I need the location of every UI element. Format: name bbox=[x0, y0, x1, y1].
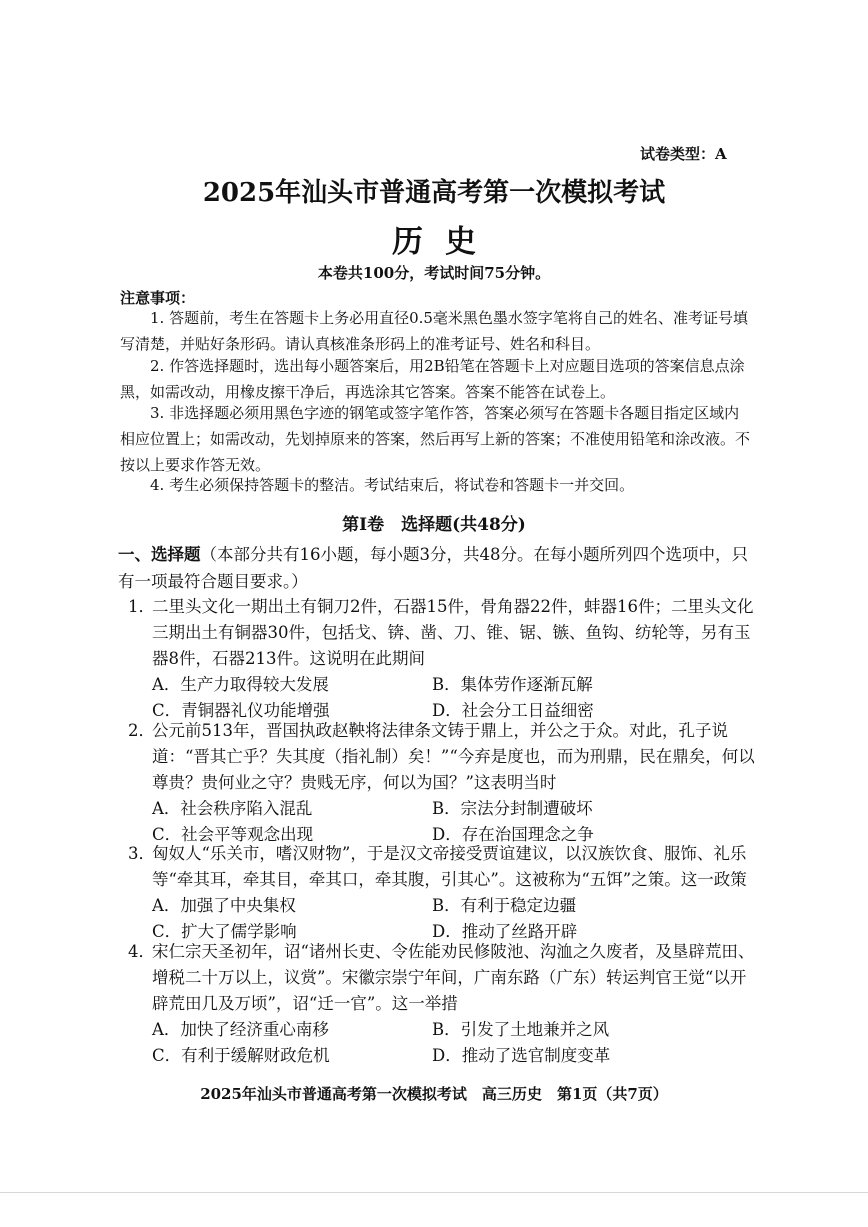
note-1: 1. 答题前，考生在答题卡上务必用直径0.5毫米黑色墨水签字笔将自己的姓名、准考证号填写清楚，并贴好条形码。请认真核准条形码上的准考证号、姓名和科目。 bbox=[120, 309, 748, 353]
page-footer: 2025年汕头市普通高考第一次模拟考试 高三历史 第1页（共7页） bbox=[200, 1085, 668, 1103]
option-b: B．宗法分封制遭破坏 bbox=[432, 799, 593, 818]
question-stem bbox=[128, 939, 758, 1017]
option-b: B．有利于稳定边疆 bbox=[432, 896, 577, 915]
question-text: 宋仁宗天圣初年，诏“诸州长吏、令佐能劝民修陂池、沟洫之久废者，及垦辟荒田、增税二十万以上，议赏”。宋徽宗崇宁年间，广南东路（广东）转运判官王觉“以开辟荒田几及万顷”，诏“迁一官”。这一举措 bbox=[152, 942, 755, 1013]
options bbox=[128, 672, 758, 724]
option-a: A．加强了中央集权 bbox=[152, 896, 296, 915]
subject-title: 历史 bbox=[392, 224, 498, 260]
notes-heading: 注意事项： bbox=[120, 289, 196, 307]
part-label: 一、选择题 bbox=[118, 545, 201, 564]
question-4 bbox=[128, 939, 758, 1069]
question-text: 公元前513年，晋国执政赵鞅将法律条文铸于鼎上，并公之于众。对此，孔子说道：“晋其亡乎？失其度（指礼制）矣！”“今弃是度也，而为刑鼎，民在鼎矣，何以尊贵？贵何业之守？贵贱无序，何以为国？”这表明当时 bbox=[152, 721, 755, 792]
note-2: 2. 作答选择题时，选出每小题答案后，用2B铅笔在答题卡上对应题目选项的答案信息点涂黑，如需改动，用橡皮擦干净后，再选涂其它答案。答案不能答在试卷上。 bbox=[120, 357, 745, 401]
options bbox=[128, 893, 758, 945]
question-stem bbox=[128, 718, 758, 796]
option-a: A．生产力取得较大发展 bbox=[152, 675, 329, 694]
question-number: 4． bbox=[128, 942, 155, 961]
bottom-divider bbox=[0, 1192, 868, 1193]
option-c: C．有利于缓解财政危机 bbox=[152, 1046, 330, 1065]
question-text: 匈奴人“乐关市，嗜汉财物”，于是汉文帝接受贾谊建议，以汉族饮食、服饰、礼乐等“牵其耳，牵其目，牵其口，牵其腹，引其心”。这被称为“五饵”之策。这一政策 bbox=[152, 844, 747, 889]
question-2 bbox=[128, 718, 758, 848]
option-b: B．集体劳作逐渐瓦解 bbox=[432, 675, 593, 694]
question-number: 2． bbox=[128, 721, 155, 740]
options bbox=[128, 1017, 758, 1069]
option-c: C．青铜器礼仪功能增强 bbox=[152, 701, 330, 720]
option-c: C．扩大了儒学影响 bbox=[152, 922, 297, 941]
note-3: 3. 非选择题必须用黑色字迹的钢笔或签字笔作答，答案必须写在答题卡各题目指定区域内相应位置上；如需改动，先划掉原来的答案，然后再写上新的答案；不准使用铅笔和涂改液。不按以上要求作答无效。 bbox=[120, 404, 751, 474]
option-d: D．社会分工日益细密 bbox=[432, 701, 594, 720]
paper-type: 试卷类型：A bbox=[640, 145, 727, 163]
question-text: 二里头文化一期出土有铜刀2件，石器15件，骨角器22件，蚌器16件；二里头文化三期出土有铜器30件，包括戈、锛、凿、刀、锥、锯、镞、鱼钩、纺轮等，另有玉器8件，石器213件。这说明在此期间 bbox=[152, 597, 754, 668]
question-3 bbox=[128, 841, 758, 945]
note-4: 4. 考生必须保持答题卡的整洁。考试结束后，将试卷和答题卡一并交回。 bbox=[150, 476, 635, 494]
question-number: 1． bbox=[128, 597, 155, 616]
option-d: D．存在治国理念之争 bbox=[432, 825, 594, 844]
option-a: A．社会秩序陷入混乱 bbox=[152, 799, 313, 818]
question-1 bbox=[128, 594, 758, 724]
option-b: B．引发了土地兼并之风 bbox=[432, 1020, 610, 1039]
option-d: D．推动了丝路开辟 bbox=[432, 922, 578, 941]
option-d: D．推动了选官制度变革 bbox=[432, 1046, 611, 1065]
option-a: A．加快了经济重心南移 bbox=[152, 1020, 329, 1039]
part-description: （本部分共有16小题，每小题3分，共48分。在每小题所列四个选项中，只有一项最符合题目要求。） bbox=[118, 545, 748, 591]
question-stem bbox=[128, 594, 758, 672]
section-title: 第Ⅰ卷 选择题(共48分) bbox=[342, 515, 526, 535]
option-c: C．社会平等观念出现 bbox=[152, 825, 314, 844]
exam-title: 2025年汕头市普通高考第一次模拟考试 bbox=[202, 178, 666, 208]
question-number: 3． bbox=[128, 844, 155, 863]
exam-meta: 本卷共100分，考试时间75分钟。 bbox=[317, 264, 551, 282]
question-stem bbox=[128, 841, 758, 893]
part-heading bbox=[118, 541, 758, 595]
